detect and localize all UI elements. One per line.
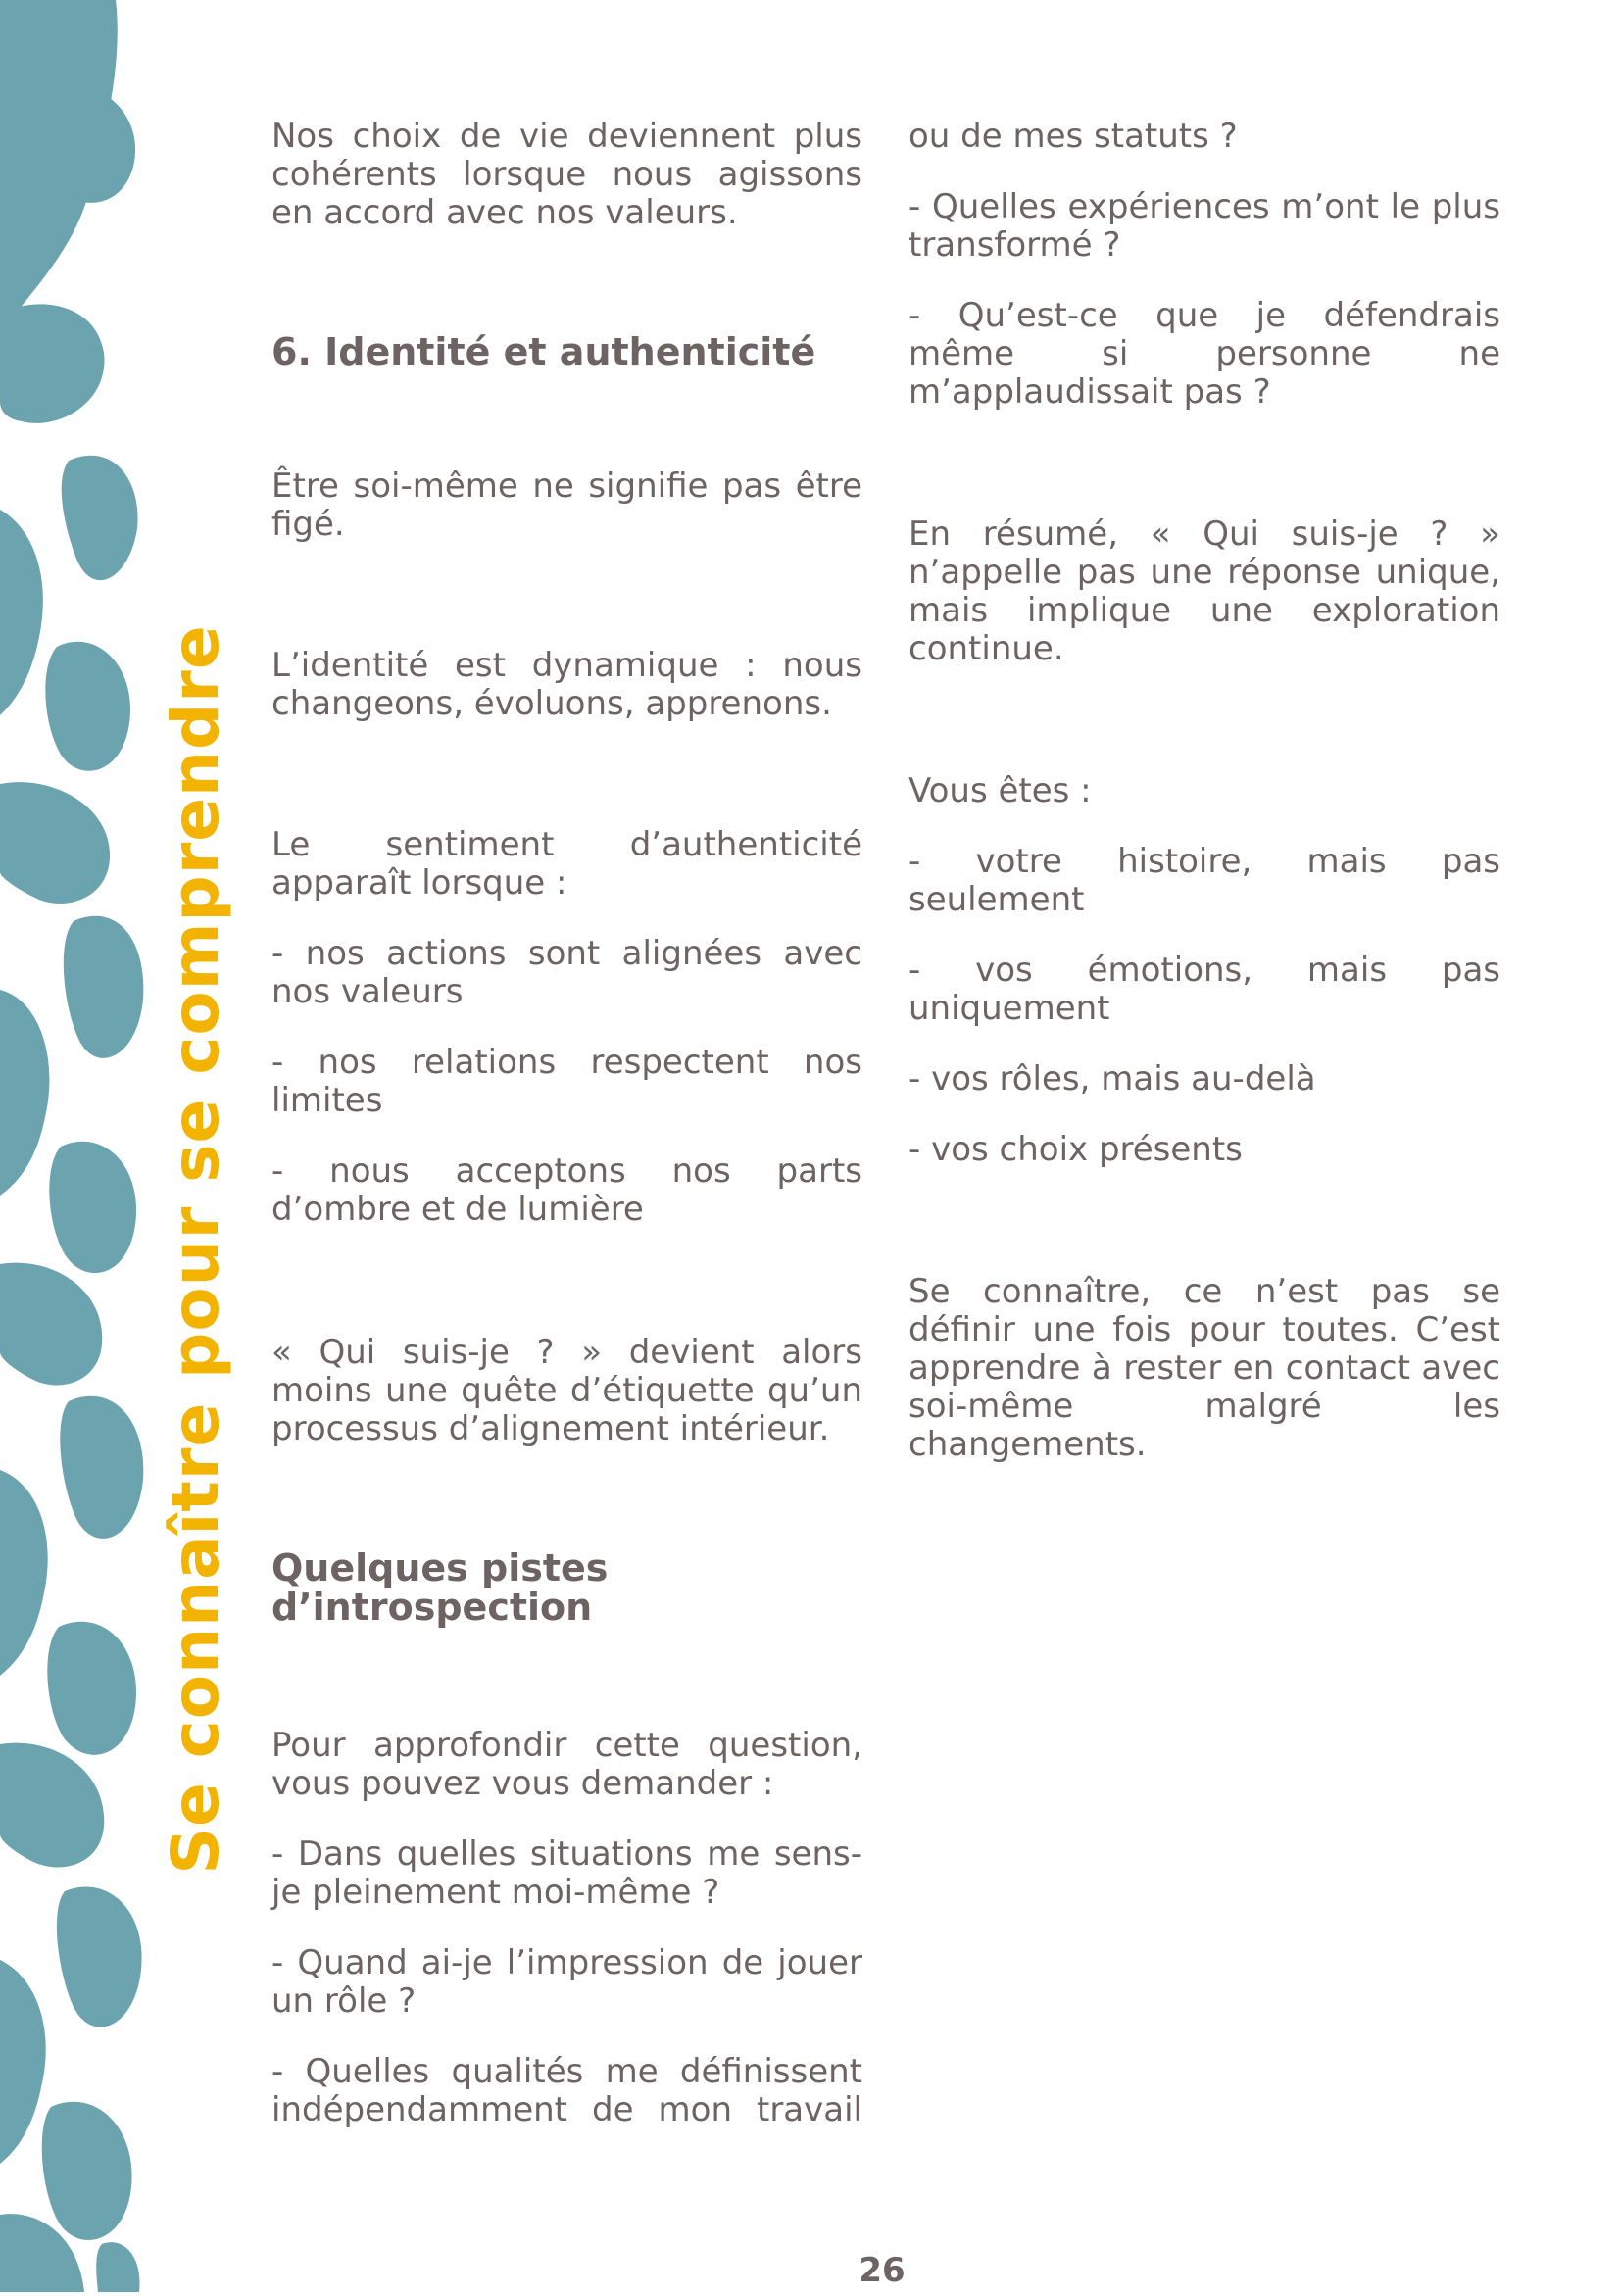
summary-paragraph: En résumé, « Qui suis-je ? » n’appelle pas une réponse unique, mais implique une exploration continue. xyxy=(908,514,1500,668)
sub-heading: Quelques pistes d’introspection xyxy=(271,1546,609,1629)
paragraph-authenticity: Le sentiment d’authenticité apparaît lorsque : xyxy=(271,825,862,903)
closing-paragraph: Se connaître, ce n’est pas se définir une fois pour toutes. C’est apprendre à rester en contact avec soi-même malgré les changements. xyxy=(908,1272,1500,1464)
question-continuation: ou de mes statuts ? xyxy=(908,117,1238,156)
list-item: - vos émotions, mais pas uniquement xyxy=(908,951,1500,1028)
list-item: - votre histoire, mais pas seulement xyxy=(908,842,1500,919)
sidebar-decoration xyxy=(0,0,233,2292)
intro-paragraph: Nos choix de vie deviennent plus cohérents lorsque nous agissons en accord avec nos valeurs. xyxy=(271,117,862,232)
question-item: - Dans quelles situations me sens-je pleinement moi-même ? xyxy=(271,1834,862,1912)
list-item: - nos actions sont alignées avec nos valeurs xyxy=(271,934,862,1011)
paragraph-identity-fixed: Être soi-même ne signifie pas être figé. xyxy=(271,466,862,544)
sidebar-title: Se connaître pour se comprendre xyxy=(158,624,233,1875)
section-heading: 6. Identité et authenticité xyxy=(271,330,816,373)
teal-leaf-pattern xyxy=(0,0,147,2292)
paragraph-identity-dynamic: L’identité est dynamique : nous changeons, évoluons, apprenons. xyxy=(271,646,862,723)
list-item: - vos rôles, mais au-delà xyxy=(908,1059,1316,1099)
question-item: - Quelles qualités me définissent indépendamment de mon travail xyxy=(271,2052,862,2129)
question-item: - Qu’est-ce que je défendrais même si personne ne m’applaudissait pas ? xyxy=(908,296,1500,412)
paragraph-introspection: Pour approfondir cette question, vous pouvez vous demander : xyxy=(271,1726,862,1803)
question-item: - Quand ai-je l’impression de jouer un rôle ? xyxy=(271,1943,862,2021)
paragraph-who-am-i: « Qui suis-je ? » devient alors moins une quête d’étiquette qu’un processus d’alignement intérieur. xyxy=(271,1333,862,1448)
page-number: 26 xyxy=(859,2251,906,2290)
you-are-label: Vous êtes : xyxy=(908,771,1092,810)
list-item: - nous acceptons nos parts d’ombre et de lumière xyxy=(271,1151,862,1229)
list-item: - nos relations respectent nos limites xyxy=(271,1043,862,1120)
left-column xyxy=(271,118,862,2129)
list-item: - vos choix présents xyxy=(908,1130,1243,1169)
right-column xyxy=(908,118,1500,1464)
question-item: - Quelles expériences m’ont le plus transformé ? xyxy=(908,187,1500,265)
